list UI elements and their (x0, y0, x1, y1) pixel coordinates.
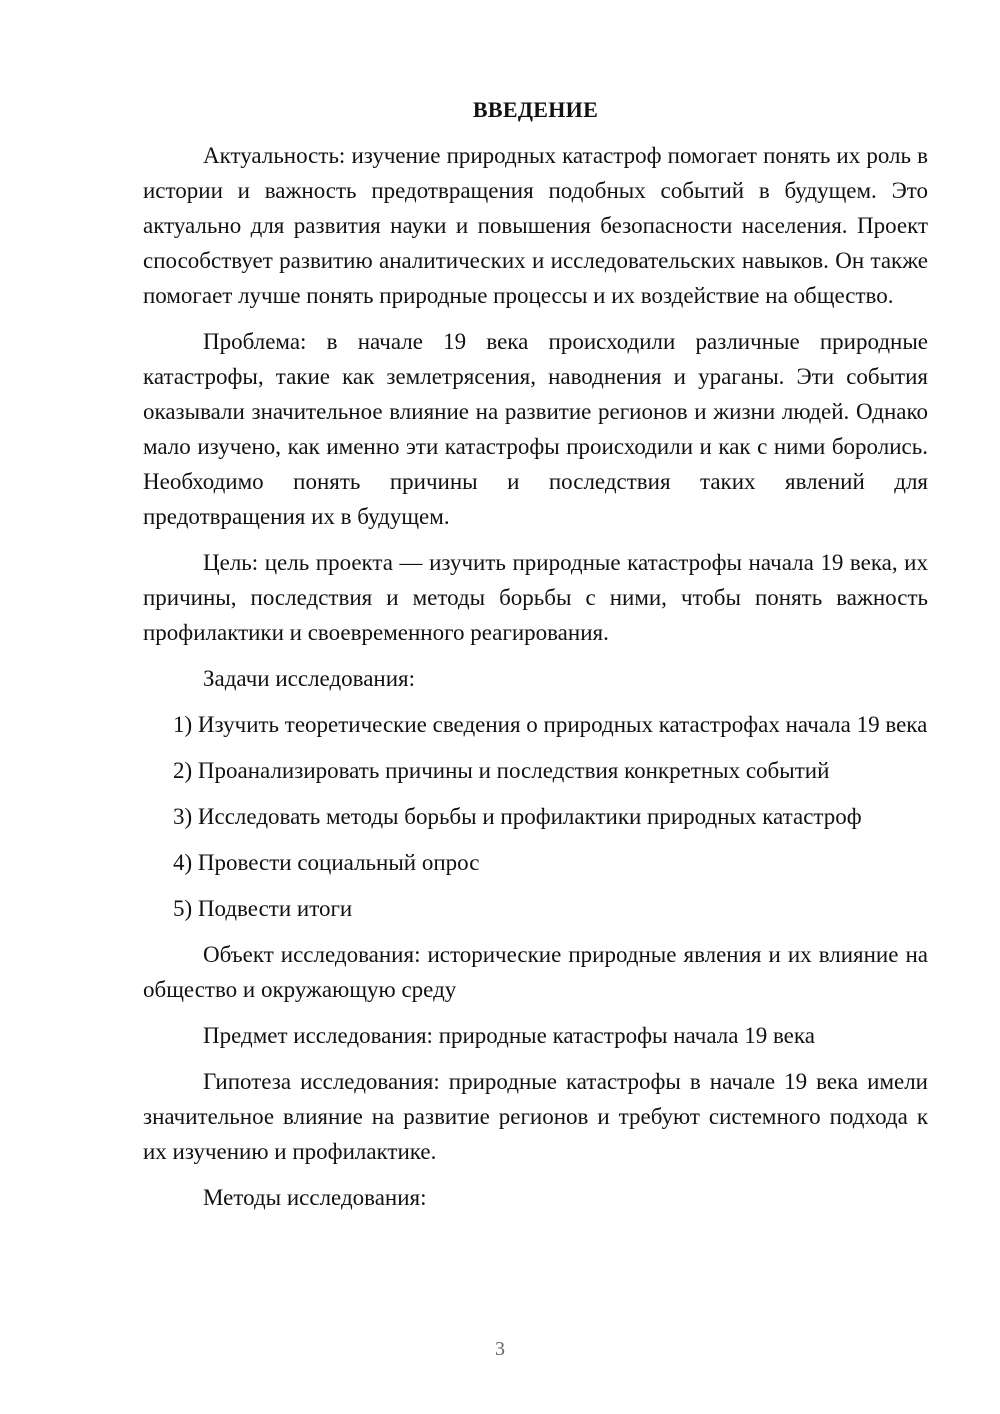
task-item-4: 4) Провести социальный опрос (173, 850, 480, 875)
task-item-1: 1) Изучить теоретические сведения о природных катастрофах начала 19 века (173, 712, 928, 737)
section-title: ВВЕДЕНИЕ (472, 97, 599, 122)
tasks-heading: Задачи исследования: (203, 666, 416, 691)
methods-heading: Методы исследования: (203, 1185, 427, 1210)
task-item-5: 5) Подвести итоги (173, 896, 353, 921)
goal-paragraph: Цель: цель проекта — изучить природные катастрофы начала 19 века, их причины, последствия и методы борьбы с ними, чтобы понять важность профилактики и своевременного реагирования. (143, 550, 928, 645)
object-paragraph: Объект исследования: исторические природные явления и их влияние на общество и окружающую среду (143, 942, 928, 1002)
task-item-3: 3) Исследовать методы борьбы и профилактики природных катастроф (173, 804, 862, 829)
page-number: 3 (495, 1338, 505, 1360)
relevance-paragraph: Актуальность: изучение природных катастроф помогает понять их роль в истории и важность предотвращения подобных событий в будущем. Это актуально для развития науки и повышения безопасности населения. Проект способствует развитию аналитических и исследовательских навыков. Он также помогает лучше понять природные процессы и их воздействие на общество. (143, 143, 928, 308)
subject-paragraph: Предмет исследования: природные катастрофы начала 19 века (203, 1023, 815, 1048)
task-item-2: 2) Проанализировать причины и последствия конкретных событий (173, 758, 830, 783)
problem-paragraph: Проблема: в начале 19 века происходили различные природные катастрофы, такие как землетрясения, наводнения и ураганы. Эти события оказывали значительное влияние на развитие регионов и жизни людей. Однако мало изучено, как именно эти катастрофы происходили и как с ними боролись. Необходимо понять причины и последствия таких явлений для предотвращения их в будущем. (143, 329, 928, 529)
page-content (143, 92, 928, 1226)
hypothesis-paragraph: Гипотеза исследования: природные катастрофы в начале 19 века имели значительное влияние на развитие регионов и требуют системного подхода к их изучению и профилактике. (143, 1069, 928, 1164)
